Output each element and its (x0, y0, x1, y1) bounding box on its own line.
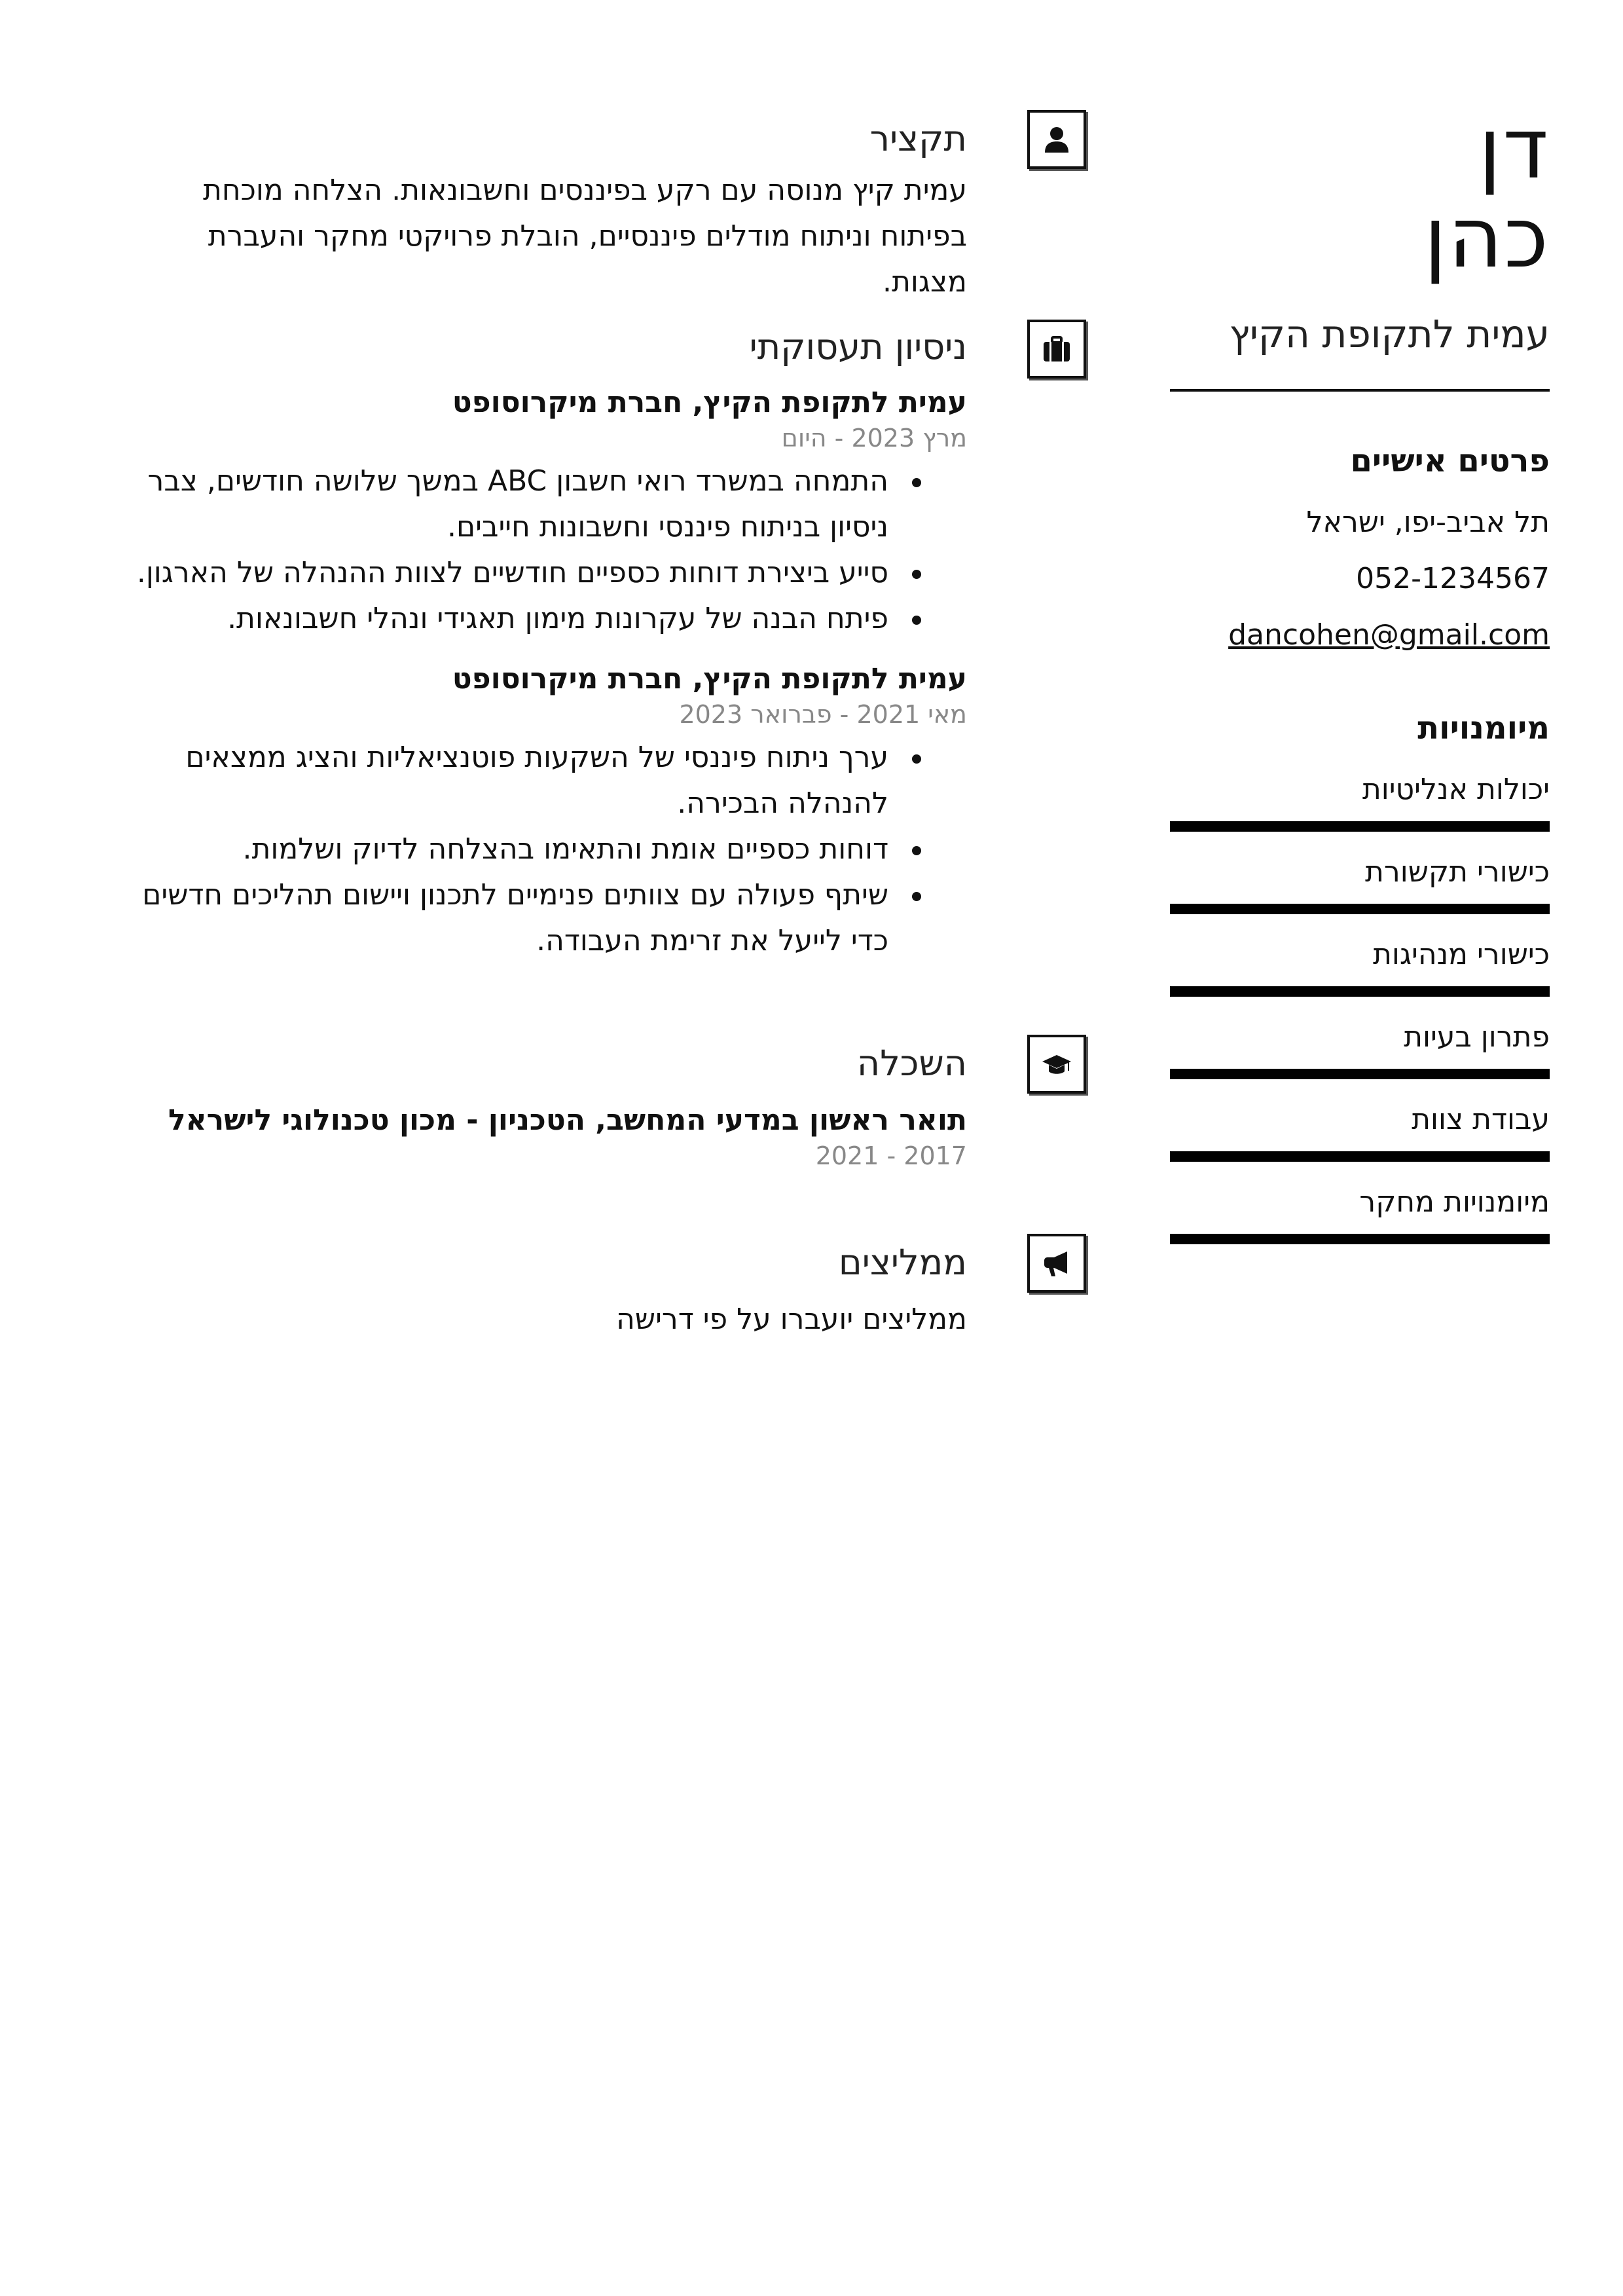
skills-list (1170, 775, 1550, 1244)
job-entry (116, 385, 967, 642)
candidate-name (1170, 100, 1550, 287)
first-name: דן (1478, 100, 1550, 198)
last-name: כהן (1423, 189, 1550, 287)
experience-icon-box (1027, 320, 1086, 379)
graduation-cap-icon (1041, 1048, 1072, 1080)
skill-label: כישורי מנהיגות (1372, 938, 1550, 971)
degree-title: תואר ראשון במדעי המחשב, הטכניון - מכון טכנולוגי לישראל (168, 1103, 967, 1137)
job-bullet: דוחות כספיים אומת והתאימו בהצלחה לדיוק ושלמות. (116, 826, 888, 872)
job-dates: מאי 2021 - פברואר 2023 (679, 700, 967, 729)
skill-level-bar (1170, 1234, 1550, 1244)
skill-label: מיומנויות מחקר (1359, 1185, 1550, 1219)
sidebar (1170, 100, 1550, 1270)
job-bullet: שיתף פעולה עם צוותים פנימיים לתכנון ויישום תהליכים חדשים כדי לייעל את זרימת העבודה. (116, 872, 888, 964)
skill-level-bar (1170, 904, 1550, 914)
experience-heading: ניסיון תעסוקתי (749, 326, 967, 367)
references-icon-box (1027, 1234, 1086, 1293)
education-dates: 2017 - 2021 (815, 1141, 967, 1170)
briefcase-icon (1041, 333, 1072, 365)
job-bullet: פיתח הבנה של עקרונות מימון תאגידי ונהלי חשבונאות. (116, 596, 888, 642)
job-bullet: ערך ניתוח פיננסי של השקעות פוטנציאליות והציג ממצאים להנהלה הבכירה. (116, 735, 888, 826)
education-section (116, 1044, 967, 1171)
skill-label: יכולות אנליטיות (1362, 773, 1550, 806)
personal-details-heading: פרטים אישיים (1350, 443, 1550, 479)
sidebar-divider (1170, 389, 1550, 392)
megaphone-icon (1041, 1248, 1072, 1279)
references-text: ממליצים יועברו על פי דרישה (616, 1303, 967, 1336)
summary-section (116, 119, 967, 305)
skill-item (1170, 855, 1550, 914)
skill-item (1170, 940, 1550, 997)
education-icon-box (1027, 1035, 1086, 1094)
education-entry (116, 1103, 967, 1171)
job-bullet: התמחה במשרד רואי חשבון ABC במשך שלושה חודשים, צבר ניסיון בניתוח פיננסי וחשבונות חייבים. (116, 458, 888, 550)
email-link[interactable]: dancohen@gmail.com (1228, 618, 1550, 652)
skill-level-bar (1170, 986, 1550, 997)
person-icon (1041, 124, 1072, 155)
skill-level-bar (1170, 1069, 1550, 1079)
job-title: עמית לתקופת הקיץ (1229, 312, 1550, 356)
phone: 052-1234567 (1356, 562, 1550, 595)
job-title: עמית לתקופת הקיץ, חברת מיקרוסופט (452, 662, 967, 695)
job-title: עמית לתקופת הקיץ, חברת מיקרוסופט (452, 386, 967, 419)
job-bullets (116, 735, 967, 964)
references-section (116, 1243, 967, 1342)
skill-item (1170, 1020, 1550, 1079)
skill-item (1170, 775, 1550, 832)
skill-label: פתרון בעיות (1404, 1020, 1550, 1054)
location: תל אביב-יפו, ישראל (1306, 506, 1550, 539)
skill-level-bar (1170, 1151, 1550, 1162)
skill-item (1170, 1185, 1550, 1244)
skill-label: כישורי תקשורת (1365, 855, 1550, 889)
experience-section (116, 327, 967, 964)
skill-item (1170, 1105, 1550, 1162)
summary-heading: תקציר (869, 118, 967, 159)
references-heading: ממליצים (838, 1242, 967, 1283)
job-entry (116, 661, 967, 964)
summary-icon-box (1027, 110, 1086, 169)
job-bullet: סייע ביצירת דוחות כספיים חודשיים לצוות ההנהלה של הארגון. (116, 550, 888, 596)
summary-text: עמית קיץ מנוסה עם רקע בפיננסים וחשבונאות. הצלחה מוכחת בפיתוח וניתוח מודלים פיננסיים, הובלת פרויקטי מחקר והעברת מצגות. (203, 174, 967, 299)
skill-label: עבודת צוות (1412, 1103, 1550, 1136)
skills-heading: מיומנויות (1417, 710, 1550, 747)
job-bullets (116, 458, 967, 642)
job-dates: מרץ 2023 - היום (781, 424, 967, 453)
education-heading: השכלה (856, 1043, 967, 1084)
skill-level-bar (1170, 821, 1550, 832)
